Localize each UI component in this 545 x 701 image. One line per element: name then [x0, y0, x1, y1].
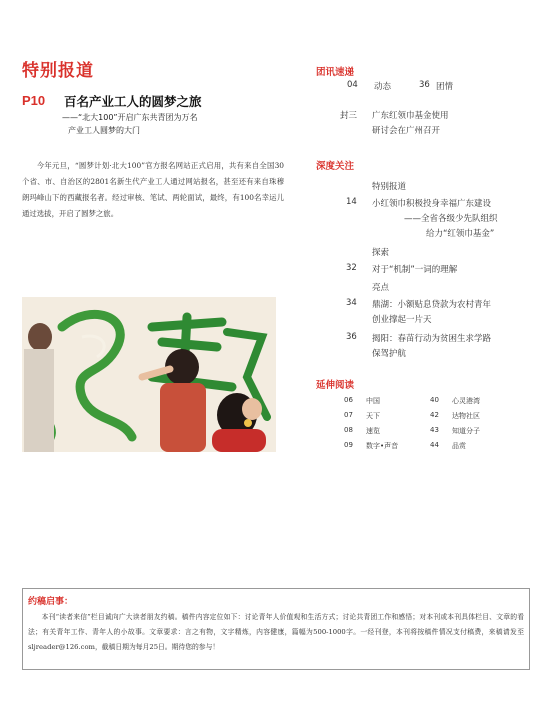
news-label[interactable]: 动态	[374, 82, 392, 92]
ext-label[interactable]: 达物社区	[452, 412, 480, 420]
ext-label[interactable]: 心灵港湾	[452, 397, 480, 405]
ext-label[interactable]: 知道分子	[452, 427, 480, 435]
deep-num: 34	[346, 298, 357, 308]
deep-item-line1[interactable]: 鼎湖：小额贴息贷款为农村青年	[372, 300, 492, 310]
ext-label[interactable]: 中国	[366, 397, 380, 405]
deep-category: 亮点	[372, 283, 390, 293]
ext-label[interactable]: 品赏	[452, 442, 466, 450]
ext-num: 09	[344, 441, 353, 449]
deep-num: 32	[346, 263, 357, 273]
notice-body: 本刊“读者来信”栏目诚向广大读者朋友约稿。稿件内容定位如下：讨论青年人价值观和生活方式；讨论共青团工作和感悟；对本刊或本刊具体栏目、文章的看法；有关青年工作、青年人的小故事。文章要求：言之有物，文字精炼，内容健康，篇幅为500-1000字。一经刊登，本刊将按稿件情况支付稿费，来稿请发至sljreader@126.com，截稿日期为每月25日。期待您的参与！	[28, 613, 524, 651]
section-title: 特别报道	[22, 61, 94, 81]
feature-photo	[22, 297, 276, 452]
deep-num: 36	[346, 332, 357, 342]
feature-subtitle: ——“北大100”开启广东共青团为万名	[62, 113, 198, 122]
deep-heading: 深度关注	[316, 161, 355, 172]
ext-label[interactable]: 天下	[366, 412, 380, 420]
ext-num: 44	[430, 441, 439, 449]
ext-num: 43	[430, 426, 439, 434]
deep-item-line2[interactable]: 保驾护航	[372, 349, 407, 359]
ext-label[interactable]: 速览	[366, 427, 380, 435]
deep-item-line1[interactable]: 对于“机制”一词的理解	[372, 265, 458, 275]
deep-item-line2[interactable]: ——全省各级少先队组织	[404, 214, 498, 224]
ext-num: 07	[344, 411, 353, 419]
feature-title: 百名产业工人的圆梦之旅	[64, 94, 202, 109]
ext-num: 40	[430, 396, 439, 404]
extended-heading: 延伸阅读	[316, 380, 355, 391]
deep-category: 特别报道	[372, 182, 407, 192]
news-item-line1[interactable]: 广东红领巾基金使用	[372, 111, 449, 121]
news-num: 封三	[340, 111, 358, 121]
notice-title: 约稿启事：	[28, 597, 74, 607]
ext-num: 42	[430, 411, 439, 419]
deep-item-line1[interactable]: 小红领巾积极投身幸福广东建设	[372, 199, 492, 209]
deep-num: 14	[346, 197, 357, 207]
news-num: 04	[347, 80, 358, 90]
ext-num: 06	[344, 396, 353, 404]
page-ref: P10	[22, 93, 46, 108]
deep-item-line3[interactable]: 给力“红领巾基金”	[426, 229, 495, 239]
deep-category: 探索	[372, 248, 390, 258]
ext-label[interactable]: 数字•声音	[366, 442, 399, 450]
news-heading: 团讯速递	[316, 67, 355, 78]
news-item-line2[interactable]: 研讨会在广州召开	[372, 126, 441, 136]
feature-body: 今年元旦，“圆梦计划·北大100”官方报名网站正式启用，共有来自全国30个省、市、自治区的2801名新生代产业工人通过网站报名，甚至还有来自珠穆朗玛峰山下的西藏报名者。经过审核、笔试、两轮面试，最终，有100名幸运儿通过选拔，开启了圆梦之旅。	[22, 161, 284, 218]
photo-illustration	[22, 297, 276, 452]
ext-num: 08	[344, 426, 353, 434]
feature-subtitle-cont: 产业工人圆梦的大门	[68, 126, 140, 135]
deep-item-line1[interactable]: 揭阳：春苗行动为贫困生求学路	[372, 334, 492, 344]
deep-item-line2[interactable]: 创业撑起一片天	[372, 315, 432, 325]
news-label[interactable]: 团情	[436, 82, 454, 92]
news-num: 36	[419, 80, 430, 90]
